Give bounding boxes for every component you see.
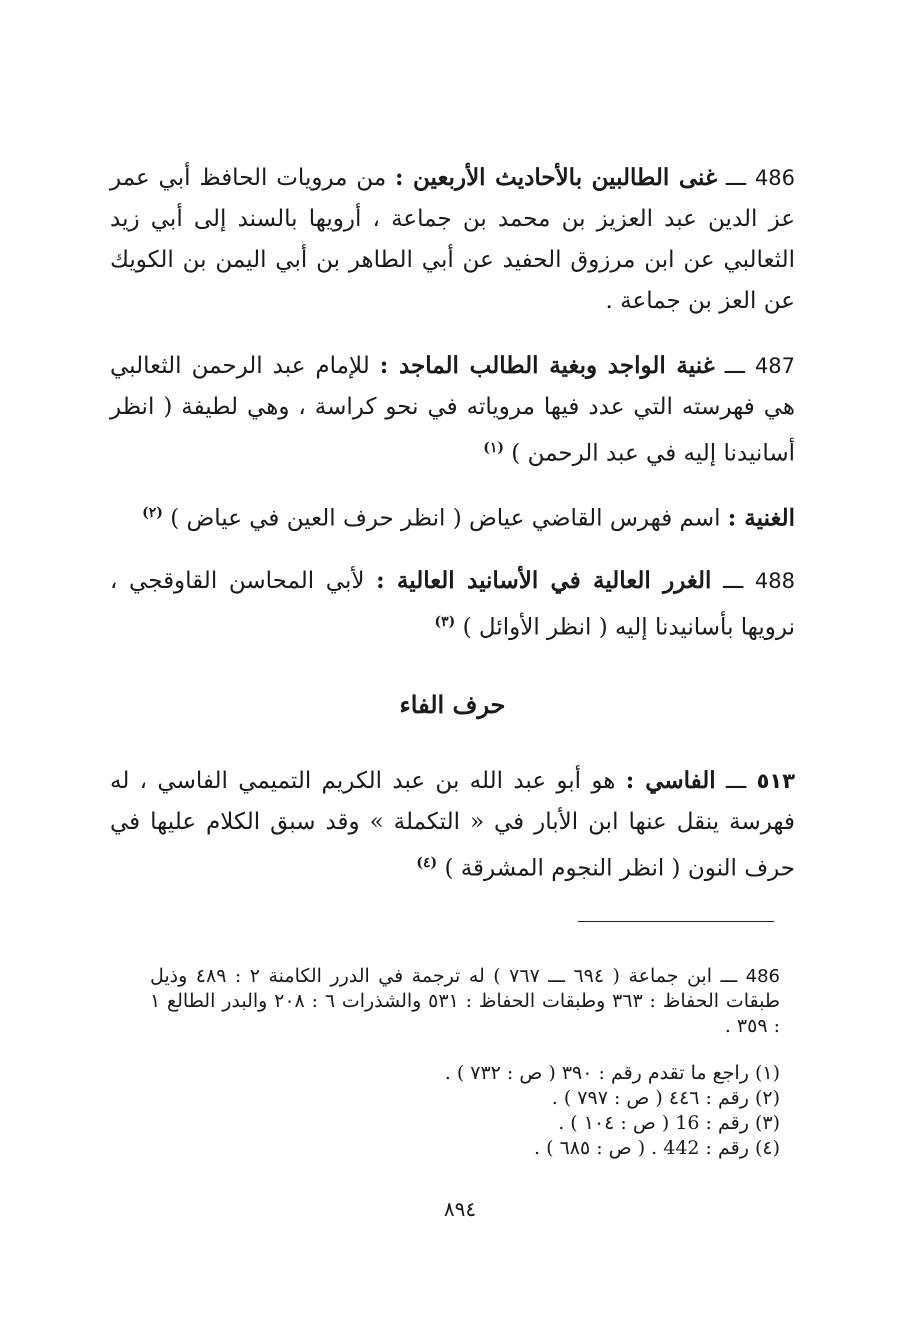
footnote-item [150, 1136, 780, 1161]
entry-dash: ـــ [726, 768, 747, 794]
entry-text: من مرويات الحافظ أبي عمر عز الدين عبد العزيز بن محمد بن جماعة ، أرويها بالسند إلى أبي زيد الثعالبي عن ابن مرزوق الحفيد عن أبي الطاهر بن أبي اليمن بن الكويك عن العز بن جماعة . [110, 165, 795, 314]
footnote-item-mark: (٣) [754, 1112, 780, 1134]
entry-dash: ـــ [723, 568, 744, 594]
footnote-item [150, 1111, 780, 1136]
footnote-separator [578, 921, 774, 922]
entry-text: للإمام عبد الرحمن الثعالبي هي فهرسته التي عدد فيها مروياته في نحو كراسة ، وهي لطيفة ( انظر أسانيدنا إليه في عبد الرحمن ) [110, 353, 795, 467]
footnote-item-text: رقم : 16 ( ص : ١٠٤ ) . [558, 1112, 749, 1134]
footnote-mark: (١) [483, 440, 504, 456]
footnote-item-text: رقم : 442 . ( ص : ٦٨٥ ) . [534, 1137, 749, 1159]
entry-term: غنى الطالبين بالأحاديث الأربعين : [394, 164, 717, 191]
entry-486 [110, 157, 795, 322]
entry-number: 486 [754, 166, 795, 190]
entry-text: هو أبو عبد الله بن عبد الكريم التميمي الفاسي ، له فهرسة ينقل عنها ابن الأبار في « التكملة » وقد سبق الكلام عليها في حرف النون ( انظر النجوم المشرقة ) [110, 768, 795, 882]
footnote-item-mark: (١) [754, 1062, 780, 1084]
entry-dash: ـــ [725, 165, 747, 191]
footnote-item-mark: (٤) [754, 1137, 780, 1159]
entry-term: الغرر العالية في الأسانيد العالية : [376, 567, 712, 594]
footnote-item-text: رقم : ٤٤٦ ( ص : ٧٩٧ ) . [551, 1087, 749, 1109]
entry-term: الغنية : [727, 504, 795, 532]
entry-text: اسم فهرس القاضي عياض ( انظر حرف العين في عياض ) [170, 505, 721, 532]
entry-term: غنية الواجد وبغية الطالب الماجد : [379, 352, 715, 379]
footnote-list [150, 1061, 780, 1161]
footnote-text: ـــ ابن جماعة ( ٦٩٤ ـــ ٧٦٧ ) له ترجمة في الدرر الكامنة ٢ : ٤٨٩ وذيل طبقات الحفاظ : ٣٦٣ وطبقات الحفاظ : ٥٣١ والشذرات ٦ : ٢٠٨ والبدر الطالع ١ : ٣٥٩ . [150, 965, 781, 1037]
footnote-item [150, 1086, 780, 1111]
entry-term: الفاسي : [625, 767, 716, 794]
footnote-mark: (٣) [434, 614, 456, 630]
entry-488 [110, 560, 795, 649]
footnote-mark: (٤) [416, 855, 438, 871]
entry-513 [110, 760, 795, 890]
footnote-item-mark: (٢) [754, 1087, 780, 1109]
footnote-486 [150, 964, 780, 1039]
footnote-item [150, 1061, 780, 1086]
footnote-mark: (٢) [142, 505, 163, 521]
section-heading: حرف الفاء [399, 690, 506, 719]
entry-ghunya [110, 493, 795, 540]
footnote-number: 486 [745, 966, 781, 987]
entry-text: لأبي المحاسن القاوقجي ، نرويها بأسانيدنا إليه ( انظر الأوائل ) [110, 568, 795, 641]
entry-number: 487 [754, 354, 796, 378]
footnote-item-text: راجع ما تقدم رقم : ٣٩٠ ( ص : ٧٣٢ ) . [444, 1062, 749, 1084]
entry-number: 488 [754, 569, 795, 593]
entry-number: ٥١٣ [756, 769, 796, 793]
page-number: ٨٩٤ [443, 1197, 477, 1221]
entry-dash: ـــ [724, 353, 745, 379]
entry-487 [110, 345, 795, 475]
